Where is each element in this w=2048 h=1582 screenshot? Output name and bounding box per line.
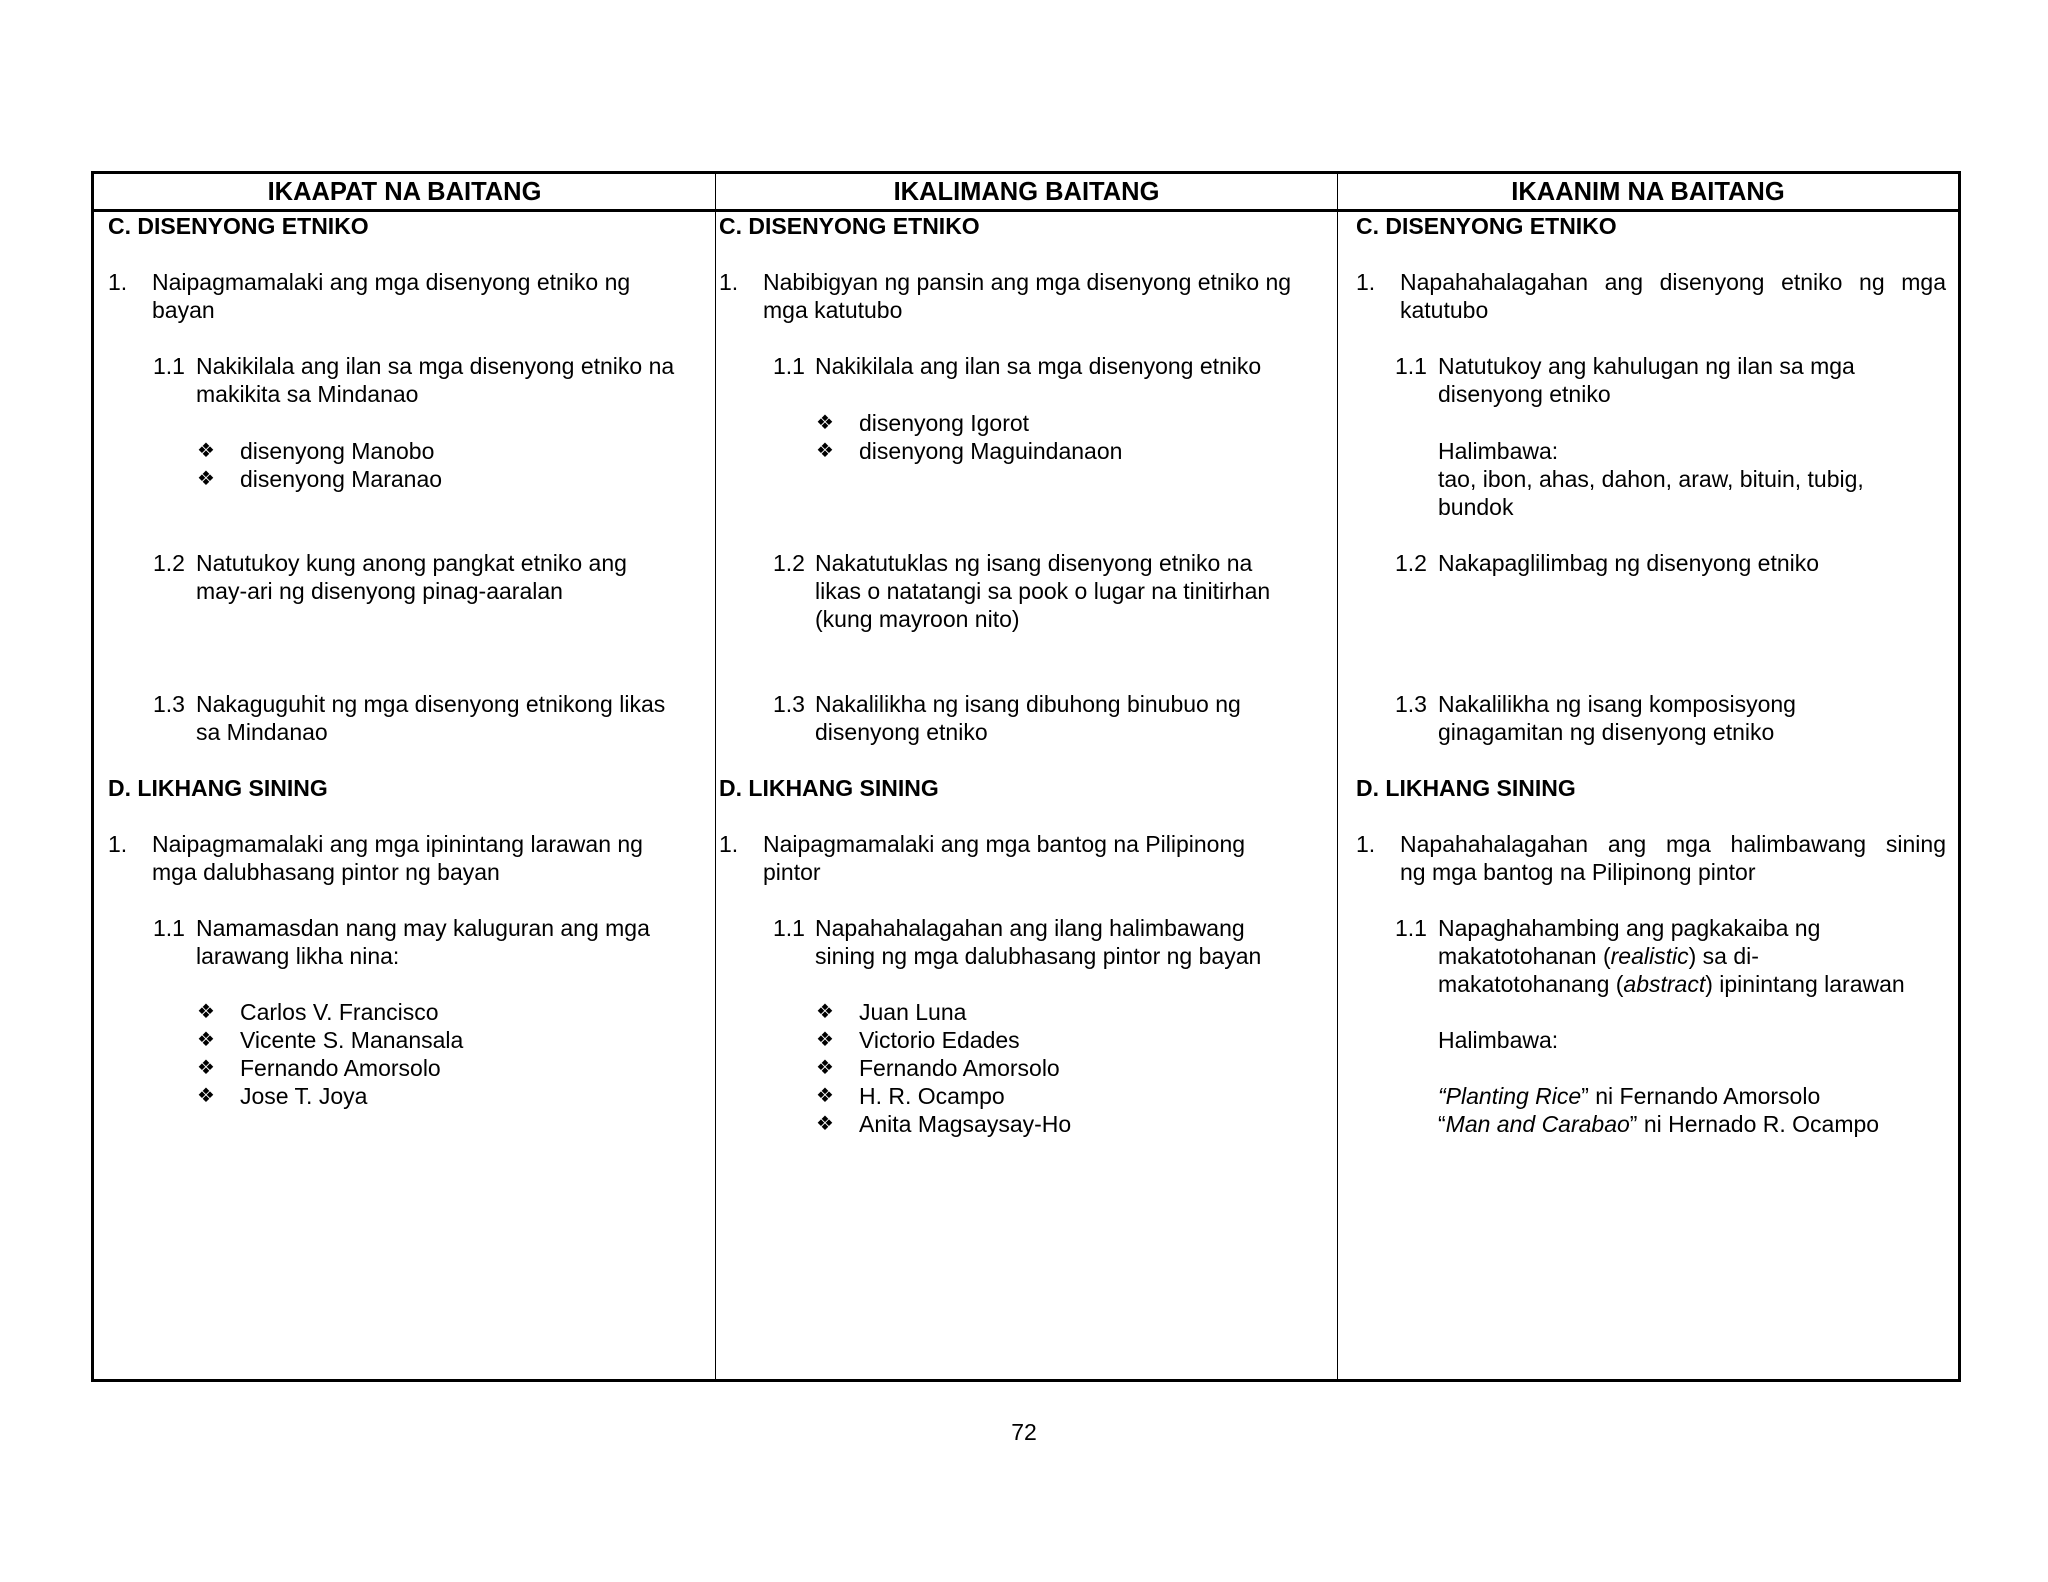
objective-text: Nabibigyan ng pansin ang mga disenyong etniko ng — [763, 269, 1292, 295]
diamond-bullet-icon: ❖ — [197, 440, 215, 462]
subobjective-text: Namamasdan nang may kaluguran ang mga — [196, 915, 650, 941]
item-number: 1. — [1356, 269, 1376, 295]
subobjective-text: Nakalilikha ng isang komposisyong — [1438, 691, 1796, 717]
subobjective-text: Nakatutuklas ng isang disenyong etniko na — [815, 550, 1253, 576]
term-abstract: abstract — [1623, 971, 1706, 997]
list-item: Victorio Edades — [859, 1027, 1020, 1053]
objective-text: ng mga bantog na Pilipinong pintor — [1400, 859, 1756, 885]
subobjective-text: Nakaguguhit ng mga disenyong etnikong likas — [196, 691, 666, 717]
subobjective-text: (kung mayroon nito) — [815, 606, 1020, 632]
subobjective-text: may-ari ng disenyong pinag-aaralan — [196, 578, 563, 604]
artwork-title: Man and Carabao — [1445, 1111, 1630, 1137]
subitem-number: 1.1 — [153, 353, 185, 379]
objective-text: mga dalubhasang pintor ng bayan — [152, 859, 500, 885]
list-item: H. R. Ocampo — [859, 1083, 1005, 1109]
section-c-heading: C. DISENYONG ETNIKO — [1356, 213, 1617, 239]
subobjective-text: Nakikilala ang ilan sa mga disenyong etniko — [815, 353, 1262, 379]
section-d-heading: D. LIKHANG SINING — [108, 775, 328, 801]
subitem-number: 1.1 — [773, 353, 805, 379]
list-item: disenyong Maranao — [240, 466, 443, 492]
example-label: Halimbawa: — [1438, 1027, 1559, 1053]
list-item: disenyong Maguindanaon — [859, 438, 1123, 464]
subitem-number: 1.2 — [1395, 550, 1427, 576]
diamond-bullet-icon: ❖ — [816, 1113, 834, 1135]
subitem-number: 1.1 — [153, 915, 185, 941]
item-number: 1. — [108, 831, 128, 857]
objective-text: pintor — [763, 859, 821, 885]
objective-text: Naipagmamalaki ang mga ipinintang larawan ng — [152, 831, 643, 857]
subitem-number: 1.3 — [153, 691, 185, 717]
subobjective-text: Nakalilikha ng isang dibuhong binubuo ng — [815, 691, 1241, 717]
subitem-number: 1.1 — [773, 915, 805, 941]
diamond-bullet-icon: ❖ — [197, 1057, 215, 1079]
objective-text: bayan — [152, 297, 215, 323]
item-number: 1. — [108, 269, 128, 295]
example-label: Halimbawa: — [1438, 438, 1559, 464]
subitem-number: 1.2 — [773, 550, 805, 576]
example-artwork: “Man and Carabao” ni Hernado R. Ocampo — [1438, 1111, 1880, 1137]
diamond-bullet-icon: ❖ — [816, 412, 834, 434]
subobjective-text: sining ng mga dalubhasang pintor ng bayan — [815, 943, 1262, 969]
diamond-bullet-icon: ❖ — [197, 1029, 215, 1051]
subobjective-text: Natutukoy kung anong pangkat etniko ang — [196, 550, 627, 576]
section-d-heading: D. LIKHANG SINING — [719, 775, 939, 801]
subobjective-text: makatotohanan (realistic) sa di- — [1438, 943, 1759, 969]
list-item: Fernando Amorsolo — [859, 1055, 1060, 1081]
subobjective-text: Nakikilala ang ilan sa mga disenyong etniko na — [196, 353, 675, 379]
item-number: 1. — [719, 269, 739, 295]
subobjective-text: likas o natatangi sa pook o lugar na tinitirhan — [815, 578, 1271, 604]
header-grade-4: IKAAPAT NA BAITANG — [267, 178, 542, 206]
subobjective-text: sa Mindanao — [196, 719, 328, 745]
subobjective-text: Natutukoy ang kahulugan ng ilan sa mga — [1438, 353, 1855, 379]
objective-text: Napahahalagahan ang disenyong etniko ng mga — [1400, 269, 1946, 295]
diamond-bullet-icon: ❖ — [816, 1085, 834, 1107]
example-text: bundok — [1438, 494, 1514, 520]
diamond-bullet-icon: ❖ — [816, 1029, 834, 1051]
curriculum-table — [91, 171, 1961, 1382]
list-item: disenyong Manobo — [240, 438, 435, 464]
section-d-heading: D. LIKHANG SINING — [1356, 775, 1576, 801]
list-item: Fernando Amorsolo — [240, 1055, 441, 1081]
list-item: Juan Luna — [859, 999, 967, 1025]
section-c-heading: C. DISENYONG ETNIKO — [719, 213, 980, 239]
objective-text: Naipagmamalaki ang mga disenyong etniko ng — [152, 269, 631, 295]
subobjective-text: larawang likha nina: — [196, 943, 400, 969]
list-item: Jose T. Joya — [240, 1083, 368, 1109]
example-text: tao, ibon, ahas, dahon, araw, bituin, tubig, — [1438, 466, 1864, 492]
subitem-number: 1.1 — [1395, 915, 1427, 941]
example-artwork: “Planting Rice” ni Fernando Amorsolo — [1438, 1083, 1821, 1109]
subobjective-text: disenyong etniko — [815, 719, 988, 745]
term-realistic: realistic — [1610, 943, 1689, 969]
objective-text: katutubo — [1400, 297, 1489, 323]
diamond-bullet-icon: ❖ — [197, 1001, 215, 1023]
item-number: 1. — [719, 831, 739, 857]
diamond-bullet-icon: ❖ — [816, 1057, 834, 1079]
list-item: Anita Magsaysay-Ho — [859, 1111, 1072, 1137]
subobjective-text: Nakapaglilimbag ng disenyong etniko — [1438, 550, 1820, 576]
objective-text: Napahahalagahan ang mga halimbawang sining — [1400, 831, 1946, 857]
list-item: disenyong Igorot — [859, 410, 1030, 436]
subobjective-text: makikita sa Mindanao — [196, 381, 419, 407]
header-grade-6: IKAANIM NA BAITANG — [1511, 178, 1785, 206]
subobjective-text: makatotohanang (abstract) ipinintang larawan — [1438, 971, 1905, 997]
column-grade-4 — [94, 212, 715, 1379]
subobjective-text: Napaghahambing ang pagkakaiba ng — [1438, 915, 1821, 941]
subobjective-text: Napahahalagahan ang ilang halimbawang — [815, 915, 1245, 941]
list-item: Vicente S. Manansala — [240, 1027, 464, 1053]
diamond-bullet-icon: ❖ — [816, 1001, 834, 1023]
list-item: Carlos V. Francisco — [240, 999, 439, 1025]
subitem-number: 1.3 — [773, 691, 805, 717]
header-grade-5: IKALIMANG BAITANG — [893, 178, 1160, 206]
table-header-row — [94, 174, 1958, 212]
subobjective-text: ginagamitan ng disenyong etniko — [1438, 719, 1775, 745]
subitem-number: 1.2 — [153, 550, 185, 576]
diamond-bullet-icon: ❖ — [197, 1085, 215, 1107]
subitem-number: 1.1 — [1395, 353, 1427, 379]
column-grade-5 — [716, 212, 1337, 1379]
page-number: 72 — [1011, 1419, 1037, 1445]
item-number: 1. — [1356, 831, 1376, 857]
subitem-number: 1.3 — [1395, 691, 1427, 717]
diamond-bullet-icon: ❖ — [816, 440, 834, 462]
column-grade-6 — [1338, 212, 1958, 1379]
objective-text: Naipagmamalaki ang mga bantog na Pilipinong — [763, 831, 1246, 857]
artwork-title: “Planting Rice — [1438, 1083, 1582, 1109]
diamond-bullet-icon: ❖ — [197, 468, 215, 490]
section-c-heading: C. DISENYONG ETNIKO — [108, 213, 369, 239]
subobjective-text: disenyong etniko — [1438, 381, 1611, 407]
objective-text: mga katutubo — [763, 297, 903, 323]
